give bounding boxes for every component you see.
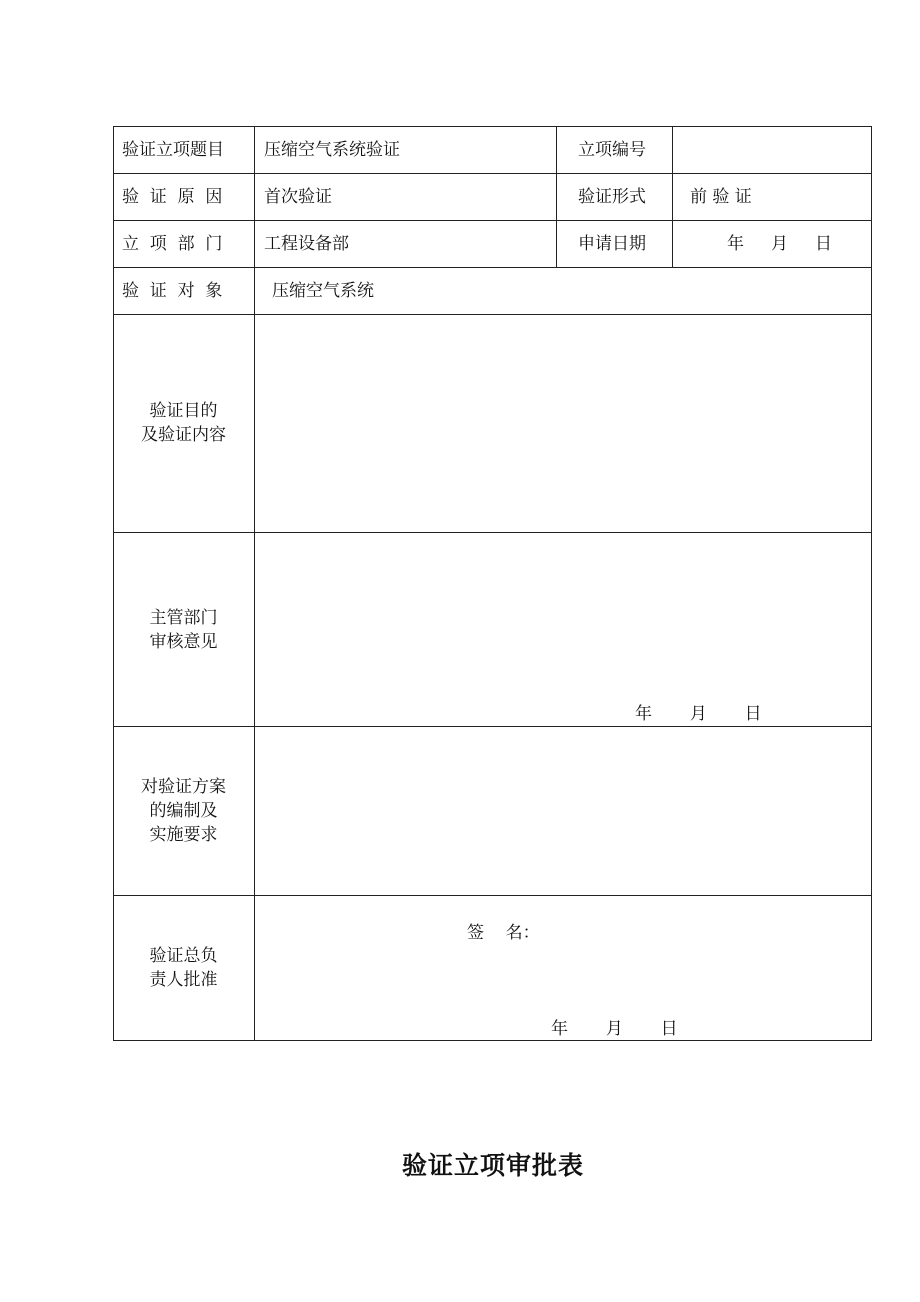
object-label: 验 证 对 象 — [122, 281, 223, 301]
plan-requirements-content-area[interactable] — [255, 727, 871, 895]
project-title-value[interactable]: 压缩空气系统验证 — [264, 140, 400, 160]
reason-label: 验 证 原 因 — [122, 187, 223, 207]
purpose-content-area[interactable] — [255, 315, 871, 531]
object-value[interactable]: 压缩空气系统 — [272, 281, 374, 301]
approval-date[interactable]: 年 月 日 — [551, 1019, 678, 1039]
column-divider — [556, 126, 557, 267]
department-label: 立 项 部 门 — [122, 234, 223, 254]
dept-review-content-area[interactable] — [255, 533, 871, 693]
dept-review-label-line1: 主管部门 — [149, 608, 218, 628]
approval-label — [113, 944, 254, 992]
plan-requirements-label-line3: 实施要求 — [149, 825, 218, 845]
project-title-label: 验证立项题目 — [122, 140, 224, 160]
application-date-value[interactable]: 年 月 日 — [727, 234, 833, 254]
table-border-left — [113, 126, 114, 1041]
approval-label-line2: 责人批准 — [149, 970, 218, 990]
plan-requirements-label-line2: 的编制及 — [149, 801, 218, 821]
department-value[interactable]: 工程设备部 — [264, 234, 349, 254]
plan-requirements-label — [113, 775, 254, 847]
row-divider — [113, 267, 872, 268]
row-divider — [113, 220, 872, 221]
validation-type-label: 验证形式 — [578, 187, 646, 207]
purpose-label-line2: 及验证内容 — [141, 425, 226, 445]
column-divider — [672, 126, 673, 267]
table-border-top — [113, 126, 872, 127]
dept-review-label — [113, 606, 254, 654]
project-number-label: 立项编号 — [578, 140, 646, 160]
approval-form-table — [113, 126, 872, 1041]
purpose-label — [113, 399, 254, 447]
row-divider — [113, 895, 872, 896]
application-date-label: 申请日期 — [578, 234, 646, 254]
approval-signature[interactable]: 签 名： — [467, 923, 540, 943]
dept-review-date[interactable]: 年 月 日 — [635, 704, 762, 724]
dept-review-label-line2: 审核意见 — [149, 632, 218, 652]
row-divider — [113, 173, 872, 174]
approval-label-line1: 验证总负 — [149, 946, 218, 966]
table-border-bottom — [113, 1040, 872, 1041]
document-title: 验证立项审批表 — [401, 1151, 584, 1180]
purpose-label-line1: 验证目的 — [149, 401, 218, 421]
plan-requirements-label-line1: 对验证方案 — [141, 777, 226, 797]
table-border-right — [871, 126, 872, 1041]
validation-type-value[interactable]: 前 验 证 — [690, 187, 752, 207]
reason-value[interactable]: 首次验证 — [264, 187, 332, 207]
